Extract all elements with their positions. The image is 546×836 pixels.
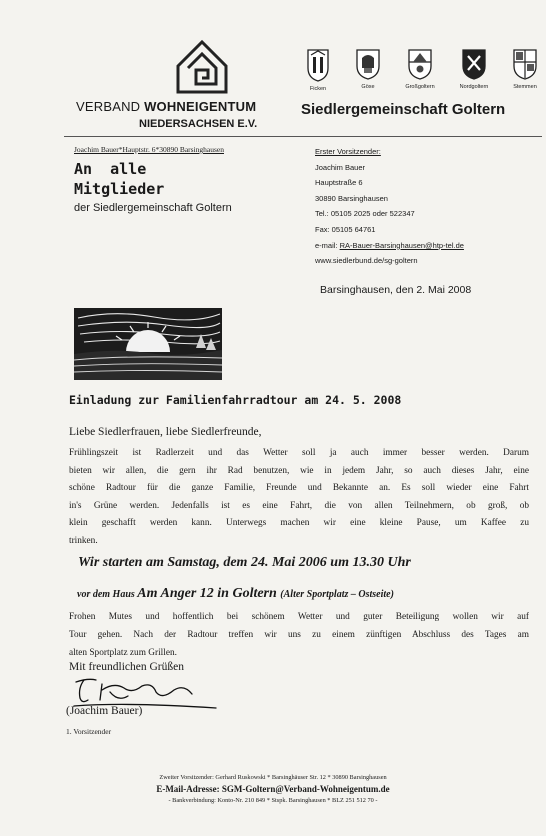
- contact-website[interactable]: www.siedlerbund.de/sg-goltern: [315, 256, 418, 266]
- community-title: Siedlergemeinschaft Goltern: [301, 101, 506, 118]
- text-line: in's Grüne werden. Jedenfalls ist es eine Fahrt, die von allen Teilnehmern, ob groß, ob: [69, 500, 529, 511]
- coat-of-arms-icon: [512, 48, 538, 80]
- closing-phrase: Mit freundlichen Grüßen: [69, 661, 184, 673]
- verband-house-logo: [172, 36, 232, 96]
- recipient-line-3: der Siedlergemeinschaft Goltern: [74, 202, 232, 214]
- signer-name: (Joachim Bauer): [66, 705, 143, 717]
- contact-tel: Tel.: 05105 2025 oder 522347: [315, 209, 415, 219]
- organization-subtitle: NIEDERSACHSEN E.V.: [139, 118, 258, 130]
- body-paragraph-1: [69, 445, 529, 551]
- crest-ficken: [298, 48, 338, 92]
- meeting-place: vor dem Haus Am Anger 12 in Goltern (Alter Sportplatz – Ostseite): [77, 586, 394, 601]
- text-line: trinken.: [69, 535, 98, 546]
- organization-name: VERBAND WOHNEIGENTUM: [76, 99, 257, 114]
- contact-name: Joachim Bauer: [315, 162, 366, 172]
- letter-subject: Einladung zur Familienfahrradtour am 24. 5. 2008: [69, 393, 402, 407]
- start-announcement: Wir starten am Samstag, dem 24. Mai 2006 um 13.30 Uhr: [78, 555, 411, 570]
- contact-email-row: [315, 238, 464, 254]
- sunrise-illustration: [74, 308, 222, 380]
- sender-return-line: Joachim Bauer*Hauptstr. 6*30890 Barsinghausen: [74, 145, 224, 154]
- text-line: alten Sportplatz zum Grillen.: [69, 648, 177, 658]
- place-and-date: Barsinghausen, den 2. Mai 2008: [320, 284, 472, 296]
- text-line: bieten wir allen, die gern ihr Rad benutzen, wie in jedem Jahr, so auch dieses Jahr, eine: [69, 465, 529, 476]
- contact-street: Hauptstraße 6: [315, 178, 363, 188]
- salutation: Liebe Siedlerfrauen, liebe Siedlerfreunde,: [69, 426, 262, 438]
- coat-of-arms-icon: [355, 48, 381, 80]
- crest-label: Ficken: [309, 86, 327, 92]
- text-line: Frühlingszeit ist Radlerzeit und das Wetter soll ja auch immer besser werden. Darum: [69, 448, 529, 458]
- crest-label: Stemmen: [513, 84, 537, 90]
- crest-label: Göxe: [361, 84, 375, 90]
- contact-title: Erster Vorsitzender:: [315, 147, 381, 156]
- recipient-line-2: Mitglieder: [74, 180, 165, 198]
- coat-of-arms-icon: [461, 48, 487, 80]
- footer-bank: - Bankverbindung: Konto-Nr. 210 849 * Stspk. Barsinghausen * BLZ 251 512 70 -: [168, 797, 378, 804]
- text-line: klein geschafft werden kann. Unterwegs machen wir eine kleine Pause, um Kaffee zu: [69, 518, 529, 529]
- recipient-line-1: An alle: [74, 160, 147, 178]
- contact-fax: Fax: 05105 64761: [315, 224, 376, 234]
- text-line: Tour gehen. Nach der Radtour treffen wir uns zu einem zünftigen Abschluss des Tages am: [69, 630, 529, 640]
- footer-second-chair: Zweiter Vorsitzender: Gerhard Ruskowski * Barsinghäuser Str. 12 * 30890 Barsinghausen: [159, 774, 387, 781]
- contact-block: [315, 144, 464, 269]
- crest-stemmen: [505, 48, 545, 90]
- coat-of-arms-icon: [407, 48, 433, 80]
- contact-city: 30890 Barsinghausen: [315, 193, 388, 203]
- crest-nordgoltern: [454, 48, 494, 90]
- header-divider: [64, 136, 542, 137]
- text-line: schöne Radtour für die ganze Familie, Freunde und Bekannte an. Es soll wieder eine Fahrt: [69, 483, 529, 494]
- email-link[interactable]: RA-Bauer-Barsinghausen@htp-tel.de: [339, 240, 464, 250]
- crest-goexe: [348, 48, 388, 90]
- coat-of-arms-icon: [306, 48, 330, 82]
- crest-label: Nordgoltern: [459, 84, 489, 90]
- signer-role: 1. Vorsitzender: [66, 727, 112, 736]
- email-label: e-mail:: [315, 240, 340, 250]
- crest-grossgoltern: [400, 48, 440, 90]
- crest-label: Großgoltern: [405, 84, 435, 90]
- footer-email[interactable]: E-Mail-Adresse: SGM-Goltern@Verband-Wohneigentum.de: [156, 784, 390, 794]
- text-line: Frohen Mutes und hoffentlich bei schönem Wetter und guter Beteiligung wollen wir auf: [69, 612, 529, 622]
- body-paragraph-2: [69, 608, 529, 662]
